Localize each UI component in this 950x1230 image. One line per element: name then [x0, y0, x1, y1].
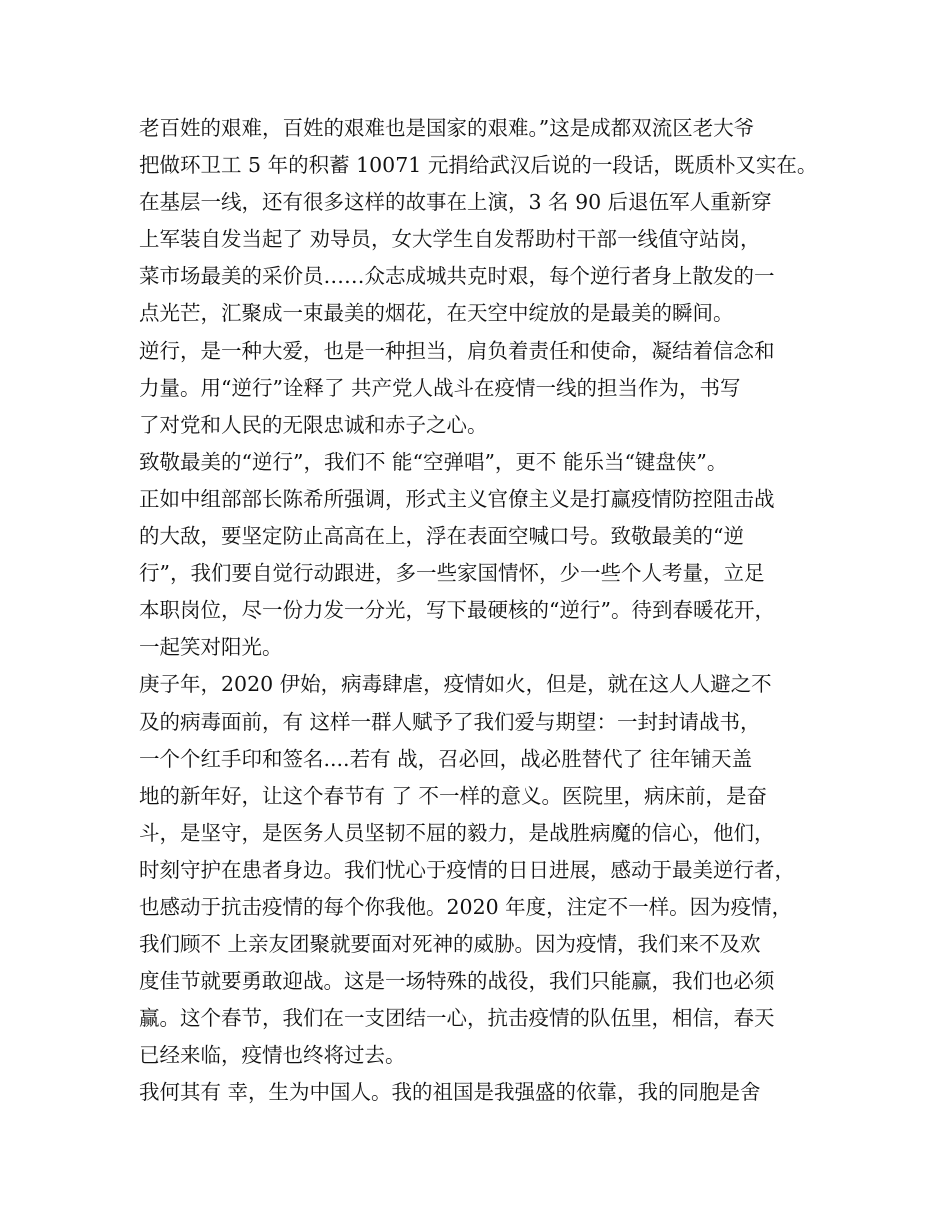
text-line: 庚子年，2020 伊始，病毒肆虐，疫情如火，但是，就在这人人避之不	[139, 672, 772, 697]
text-line: 老百姓的艰难，百姓的艰难也是国家的艰难。”这是成都双流区老大爷	[139, 116, 755, 140]
text-line: 力量。用“逆行”诠释了 共产党人战斗在疫情一线的担当作为，书写	[139, 375, 741, 400]
text-line: 点光芒，汇聚成一束最美的烟花，在天空中绽放的是最美的瞬间。	[139, 301, 734, 326]
text-line: 时刻守护在患者身边。我们忧心于疫情的日日进展，感动于最美逆行者，	[139, 857, 795, 882]
text-line: 度佳节就要勇敢迎战。这是一场特殊的战役，我们只能赢，我们也必须	[139, 969, 775, 994]
text-line: 上军装自发当起了 劝导员，女大学生自发帮助村干部一线值守站岗，	[139, 227, 761, 252]
text-line: 本职岗位，尽一份力发一分光，写下最硬核的“逆行”。待到春暖花开，	[139, 598, 775, 623]
text-line: 一起笑对阳光。	[139, 635, 283, 660]
text-line: 我们顾不 上亲友团聚就要面对死神的威胁。因为疫情，我们来不及欢	[139, 932, 761, 957]
text-line: 正如中组部部长陈希所强调，形式主义官僚主义是打赢疫情防控阻击战	[139, 486, 775, 511]
text-line: 逆行，是一种大爱，也是一种担当，肩负着责任和使命，凝结着信念和	[139, 338, 775, 363]
text-line: 致敬最美的“逆行”，我们不 能“空弹唱”，更不 能乐当“键盘侠”。	[139, 449, 728, 474]
text-line: 已经来临，疫情也终将过去。	[139, 1043, 406, 1068]
text-line: 在基层一线，还有很多这样的故事在上演，3 名 90 后退伍军人重新穿	[139, 190, 772, 215]
text-line: 行”，我们要自觉行动跟进，多一些家国情怀，少一些个人考量，立足	[139, 561, 765, 586]
body-text	[139, 110, 839, 1112]
text-line: 斗，是坚守，是医务人员坚韧不屈的毅力，是战胜病魔的信心，他们，	[139, 820, 775, 845]
text-line: 也感动于抗击疫情的每个你我他。2020 年度，注定不一样。因为疫情，	[139, 894, 793, 919]
text-line: 及的病毒面前，有 这样一群人赋予了我们爱与期望：一封封请战书，	[139, 709, 761, 734]
text-line: 了对党和人民的无限忠诚和赤子之心。	[139, 412, 488, 437]
text-line: 地的新年好，让这个春节有 了 不一样的意义。医院里，病床前，是奋	[139, 783, 768, 808]
text-line: 菜市场最美的采价员……众志成城共克时艰，每个逆行者身上散发的一	[139, 264, 775, 289]
text-line: 赢。这个春节，我们在一支团结一心，抗击疫情的队伍里，相信，春天	[139, 1006, 775, 1031]
text-line: 我何其有 幸，生为中国人。我的祖国是我强盛的依靠，我的同胞是舍	[139, 1080, 761, 1105]
text-line: 的大敌，要坚定防止高高在上，浮在表面空喊口号。致敬最美的“逆	[139, 524, 744, 549]
text-line: 一个个红手印和签名....若有 战，召必回，战必胜替代了 往年铺天盖	[139, 746, 753, 771]
text-line: 把做环卫工 5 年的积蓄 10071 元捐给武汉后说的一段话，既质朴又实在。	[139, 153, 818, 178]
